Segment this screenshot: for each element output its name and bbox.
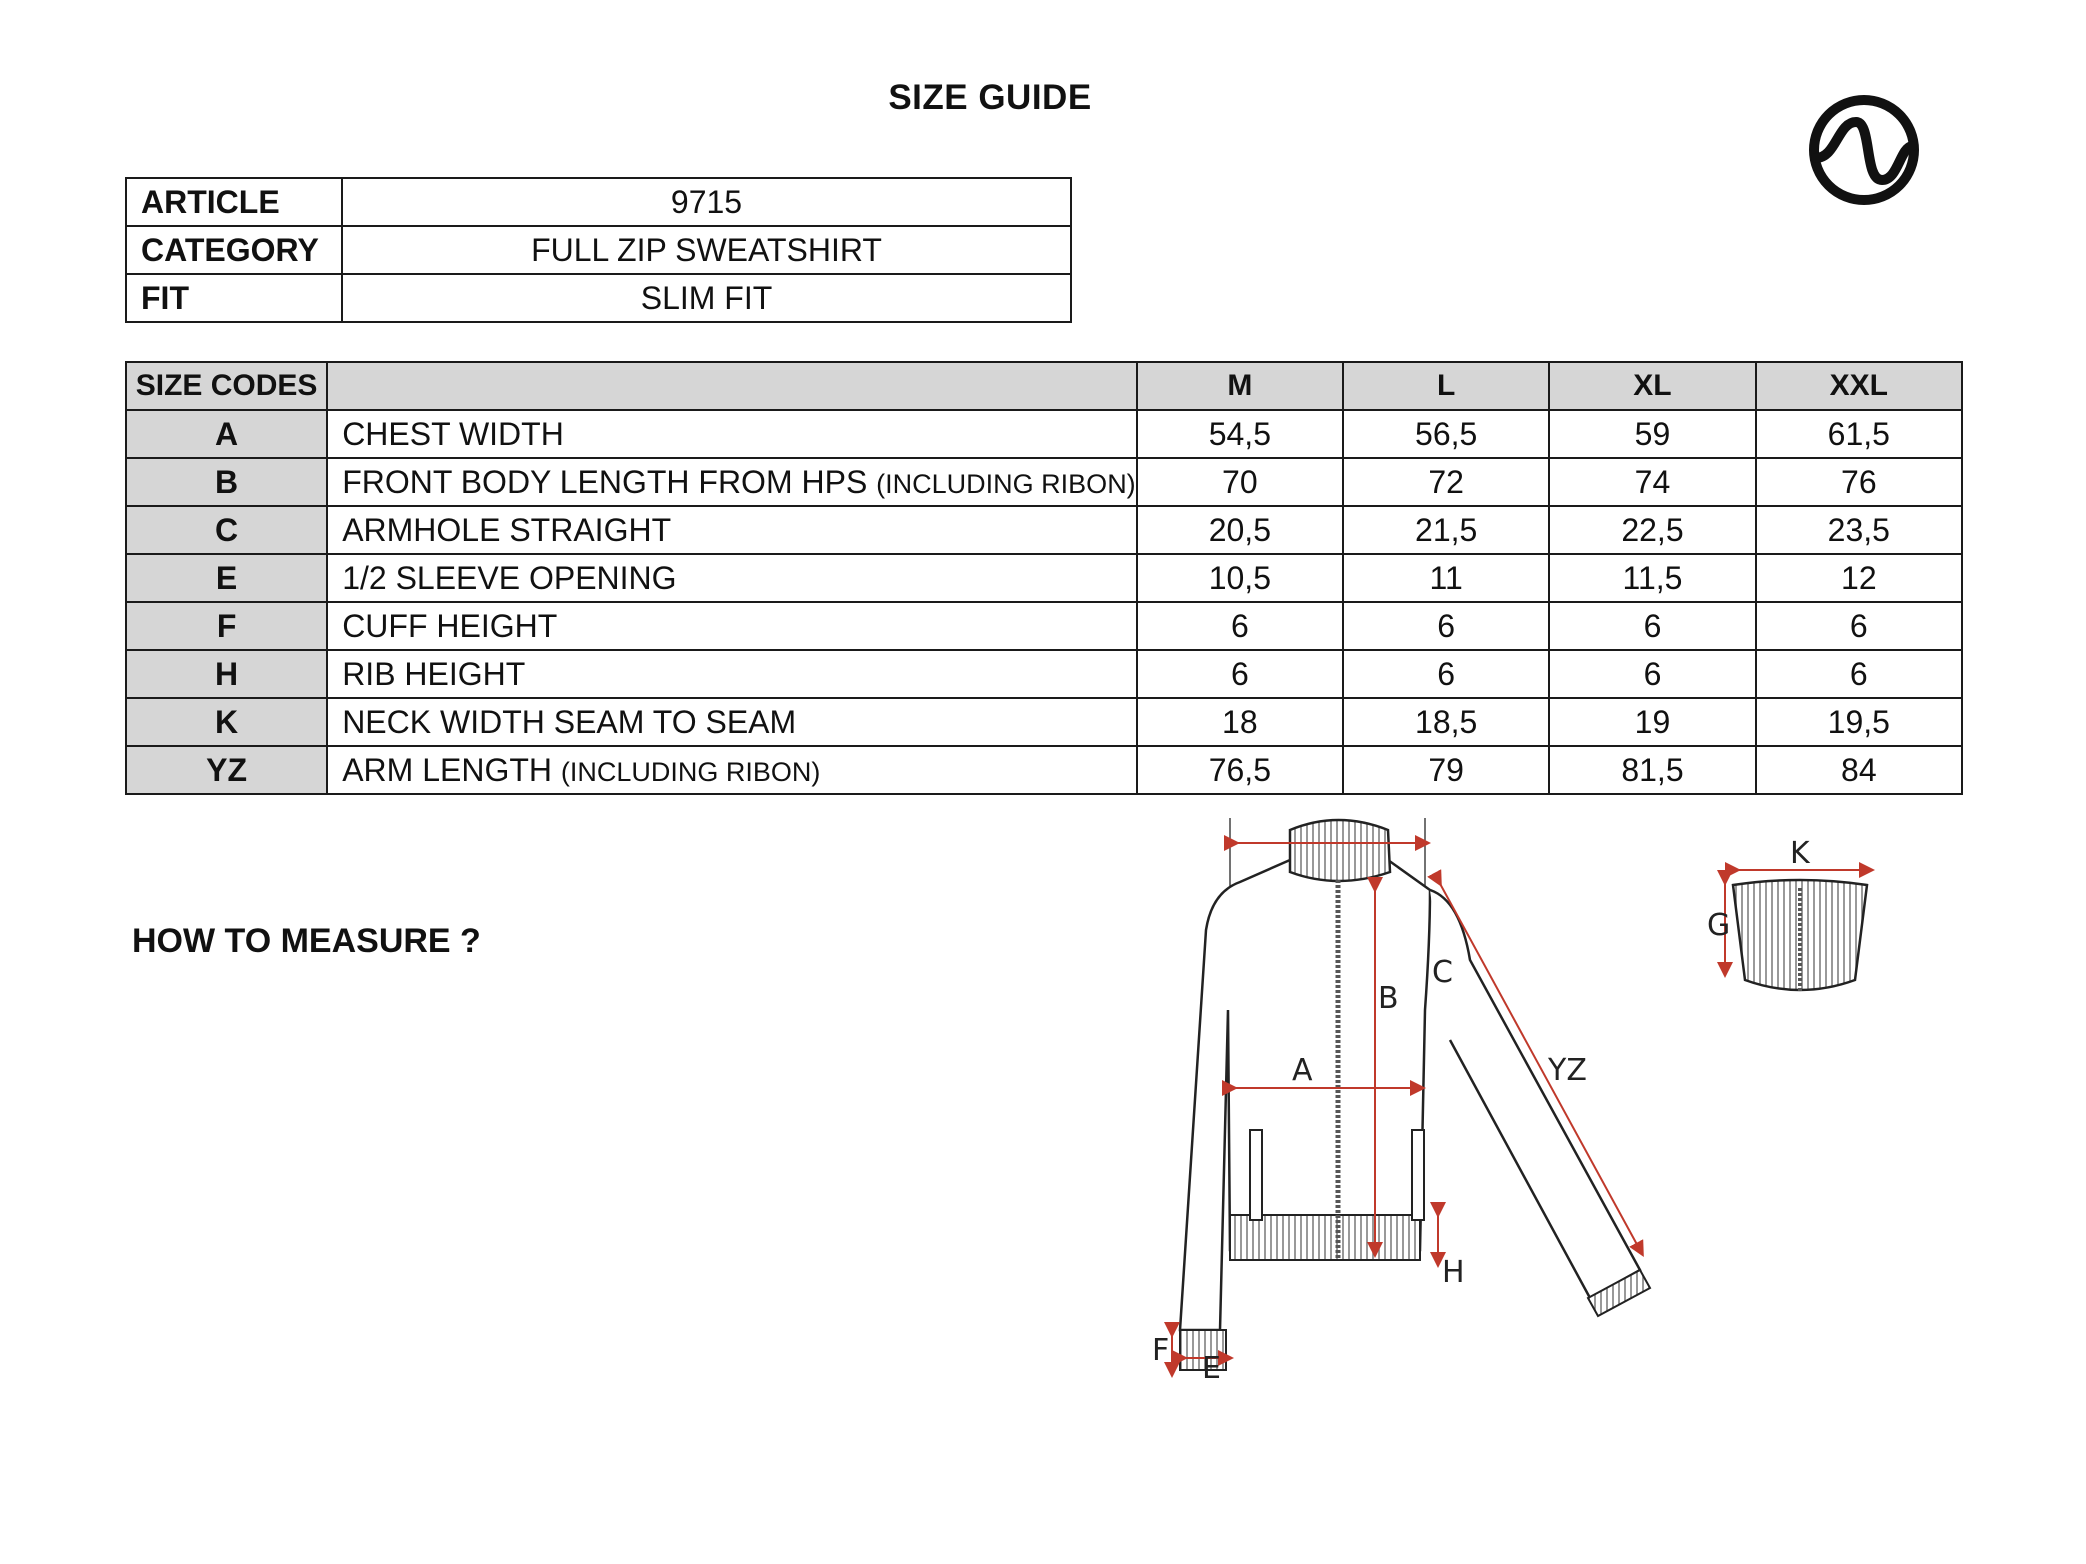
size-value: 19,5 <box>1756 698 1962 746</box>
measurement-name: RIB HEIGHT <box>342 655 526 692</box>
size-value: 11 <box>1343 554 1549 602</box>
label-yz: YZ <box>1548 1053 1587 1088</box>
size-value: 6 <box>1343 602 1549 650</box>
measurement-code: C <box>126 506 327 554</box>
size-header-m: M <box>1137 362 1343 410</box>
size-value: 21,5 <box>1343 506 1549 554</box>
measurement-note: (INCLUDING RIBON) <box>876 468 1136 499</box>
size-header-xl: XL <box>1549 362 1755 410</box>
jacket-collar <box>1290 820 1390 881</box>
size-header-l: L <box>1343 362 1549 410</box>
measurement-code: F <box>126 602 327 650</box>
size-value: 59 <box>1549 410 1755 458</box>
size-row <box>126 698 1962 746</box>
size-header-row <box>126 362 1962 410</box>
description-header <box>327 362 1137 410</box>
size-row <box>126 506 1962 554</box>
measurement-description <box>327 458 1137 506</box>
size-value: 70 <box>1137 458 1343 506</box>
measurement-name: FRONT BODY LENGTH FROM HPS <box>342 463 868 500</box>
collar-label-k: K <box>1790 836 1810 871</box>
size-value: 76 <box>1756 458 1962 506</box>
size-value: 18,5 <box>1343 698 1549 746</box>
collar-label-g: G <box>1707 908 1731 943</box>
article-row-value: FULL ZIP SWEATSHIRT <box>342 226 1071 274</box>
size-value: 6 <box>1756 602 1962 650</box>
page-title: SIZE GUIDE <box>888 78 1092 117</box>
size-value: 6 <box>1549 650 1755 698</box>
size-value: 12 <box>1756 554 1962 602</box>
measurement-name: ARMHOLE STRAIGHT <box>342 511 672 548</box>
how-to-measure-heading: HOW TO MEASURE ? <box>132 922 481 960</box>
size-value: 74 <box>1549 458 1755 506</box>
size-value: 10,5 <box>1137 554 1343 602</box>
measurement-name: CUFF HEIGHT <box>342 607 558 644</box>
size-row <box>126 554 1962 602</box>
size-value: 6 <box>1343 650 1549 698</box>
article-row-value: 9715 <box>342 178 1071 226</box>
size-codes-header: SIZE CODES <box>126 362 327 410</box>
size-value: 22,5 <box>1549 506 1755 554</box>
size-value: 79 <box>1343 746 1549 794</box>
size-value: 6 <box>1549 602 1755 650</box>
size-value: 6 <box>1137 650 1343 698</box>
size-value: 11,5 <box>1549 554 1755 602</box>
label-e: E <box>1202 1351 1221 1386</box>
size-row <box>126 458 1962 506</box>
wave-logo-icon <box>1808 92 1920 208</box>
size-value: 84 <box>1756 746 1962 794</box>
article-row-label: ARTICLE <box>126 178 342 226</box>
size-row <box>126 650 1962 698</box>
collar-measurement-diagram <box>1705 830 1885 1000</box>
measurement-code: H <box>126 650 327 698</box>
size-chart-table <box>125 361 1963 795</box>
size-value: 19 <box>1549 698 1755 746</box>
size-value: 61,5 <box>1756 410 1962 458</box>
article-row <box>126 178 1071 226</box>
measurement-note: (INCLUDING RIBON) <box>560 756 821 787</box>
measurement-code: K <box>126 698 327 746</box>
measurement-name: NECK WIDTH SEAM TO SEAM <box>342 703 797 740</box>
measurement-code: E <box>126 554 327 602</box>
measurement-name: ARM LENGTH <box>342 751 552 788</box>
size-value: 54,5 <box>1137 410 1343 458</box>
label-a: A <box>1292 1053 1313 1088</box>
jacket-measurement-diagram <box>1120 810 1680 1400</box>
measurement-code: B <box>126 458 327 506</box>
article-row-value: SLIM FIT <box>342 274 1071 322</box>
size-value: 56,5 <box>1343 410 1549 458</box>
measurement-description <box>327 506 1137 554</box>
measurement-description <box>327 698 1137 746</box>
article-row <box>126 274 1071 322</box>
label-h: H <box>1442 1255 1465 1290</box>
size-value: 6 <box>1137 602 1343 650</box>
measurement-description <box>327 746 1137 794</box>
measurement-description <box>327 650 1137 698</box>
size-row <box>126 602 1962 650</box>
article-row-label: CATEGORY <box>126 226 342 274</box>
size-row <box>126 410 1962 458</box>
measurement-name: 1/2 SLEEVE OPENING <box>342 559 677 596</box>
label-b: B <box>1378 981 1399 1016</box>
size-value: 20,5 <box>1137 506 1343 554</box>
measurement-code: A <box>126 410 327 458</box>
article-row <box>126 226 1071 274</box>
size-value: 81,5 <box>1549 746 1755 794</box>
size-value: 76,5 <box>1137 746 1343 794</box>
article-row-label: FIT <box>126 274 342 322</box>
measurement-description <box>327 410 1137 458</box>
measurement-code: YZ <box>126 746 327 794</box>
size-row <box>126 746 1962 794</box>
size-value: 72 <box>1343 458 1549 506</box>
size-value: 23,5 <box>1756 506 1962 554</box>
size-value: 18 <box>1137 698 1343 746</box>
measurement-description <box>327 602 1137 650</box>
label-f: F <box>1152 1333 1170 1368</box>
measurement-description <box>327 554 1137 602</box>
size-header-xxl: XXL <box>1756 362 1962 410</box>
measurement-name: CHEST WIDTH <box>342 415 564 452</box>
article-info-table <box>125 177 1072 323</box>
label-c: C <box>1432 955 1453 990</box>
size-value: 6 <box>1756 650 1962 698</box>
